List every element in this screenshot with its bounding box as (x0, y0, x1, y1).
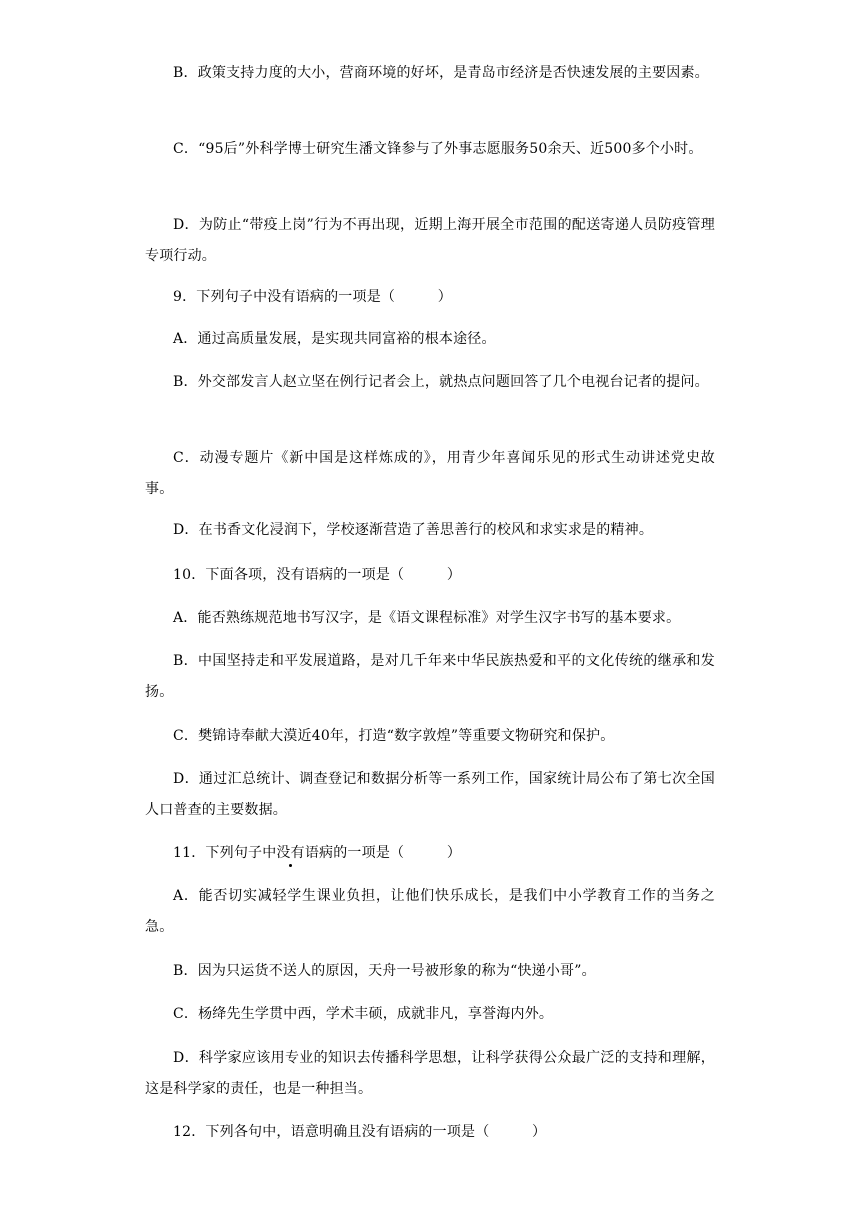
option-10b: B．中国坚持走和平发展道路，是对几千年来中华民族热爱和平的文化传统的继承和发扬。 (145, 653, 715, 700)
option-11a: A．能否切实减轻学生课业负担，让他们快乐成长，是我们中小学教育工作的当务之急。 (145, 888, 715, 935)
option-8c: C．“95后”外科学博士研究生潘文锋参与了外事志愿服务50余天、近500多个小时。 (173, 141, 703, 157)
option-11c: C．杨绛先生学贯中西，学术丰硕，成就非凡，享誉海内外。 (173, 1006, 554, 1022)
option-8d: D．为防止“带疫上岗”行为不再出现，近期上海开展全市范围的配送寄递人员防疫管理专项行动。 (145, 217, 715, 264)
option-11b: B．因为只运货不送人的原因，天舟一号被形象的称为“快递小哥”。 (173, 963, 596, 979)
option-9c: C．动漫专题片《新中国是这样炼成的》，用青少年喜闻乐见的形式生动讲述党史故事。 (145, 450, 715, 497)
option-11d: D．科学家应该用专业的知识去传播科学思想，让科学获得公众最广泛的支持和理解，这是科学家的责任，也是一种担当。 (145, 1050, 715, 1097)
option-9b: B．外交部发言人赵立坚在例行记者会上，就热点问题回答了几个电视台记者的提问。 (173, 374, 709, 390)
question-9: 9．下列句子中没有语病的一项是（ ） (173, 289, 452, 305)
question-11 (145, 838, 715, 869)
option-10d: D．通过汇总统计、调查登记和数据分析等一系列工作，国家统计局公布了第七次全国人口普查的主要数据。 (145, 771, 715, 818)
question-11-prefix: 11．下列句子中 (173, 845, 277, 861)
question-12: 12．下列各句中，语意明确且没有语病的一项是（ ） (173, 1124, 547, 1140)
question-11-suffix: 语病的一项是（ ） (304, 845, 462, 861)
option-8b: B．政策支持力度的大小，营商环境的好坏，是青岛市经济是否快速发展的主要因素。 (173, 65, 709, 81)
option-9d: D．在书香文化浸润下，学校逐渐营造了善思善行的校风和求实求是的精神。 (173, 522, 654, 538)
emphasis-dotted-text: 没有 (276, 845, 305, 861)
option-10a: A．能否熟练规范地书写汉字，是《语文课程标准》对学生汉字书写的基本要求。 (173, 610, 681, 626)
question-10: 10．下面各项，没有语病的一项是（ ） (173, 567, 462, 583)
option-9a: A．通过高质量发展，是实现共同富裕的根本途径。 (173, 331, 496, 347)
option-10c: C．樊锦诗奉献大漠近40年，打造“数字敦煌”等重要文物研究和保护。 (173, 728, 615, 744)
